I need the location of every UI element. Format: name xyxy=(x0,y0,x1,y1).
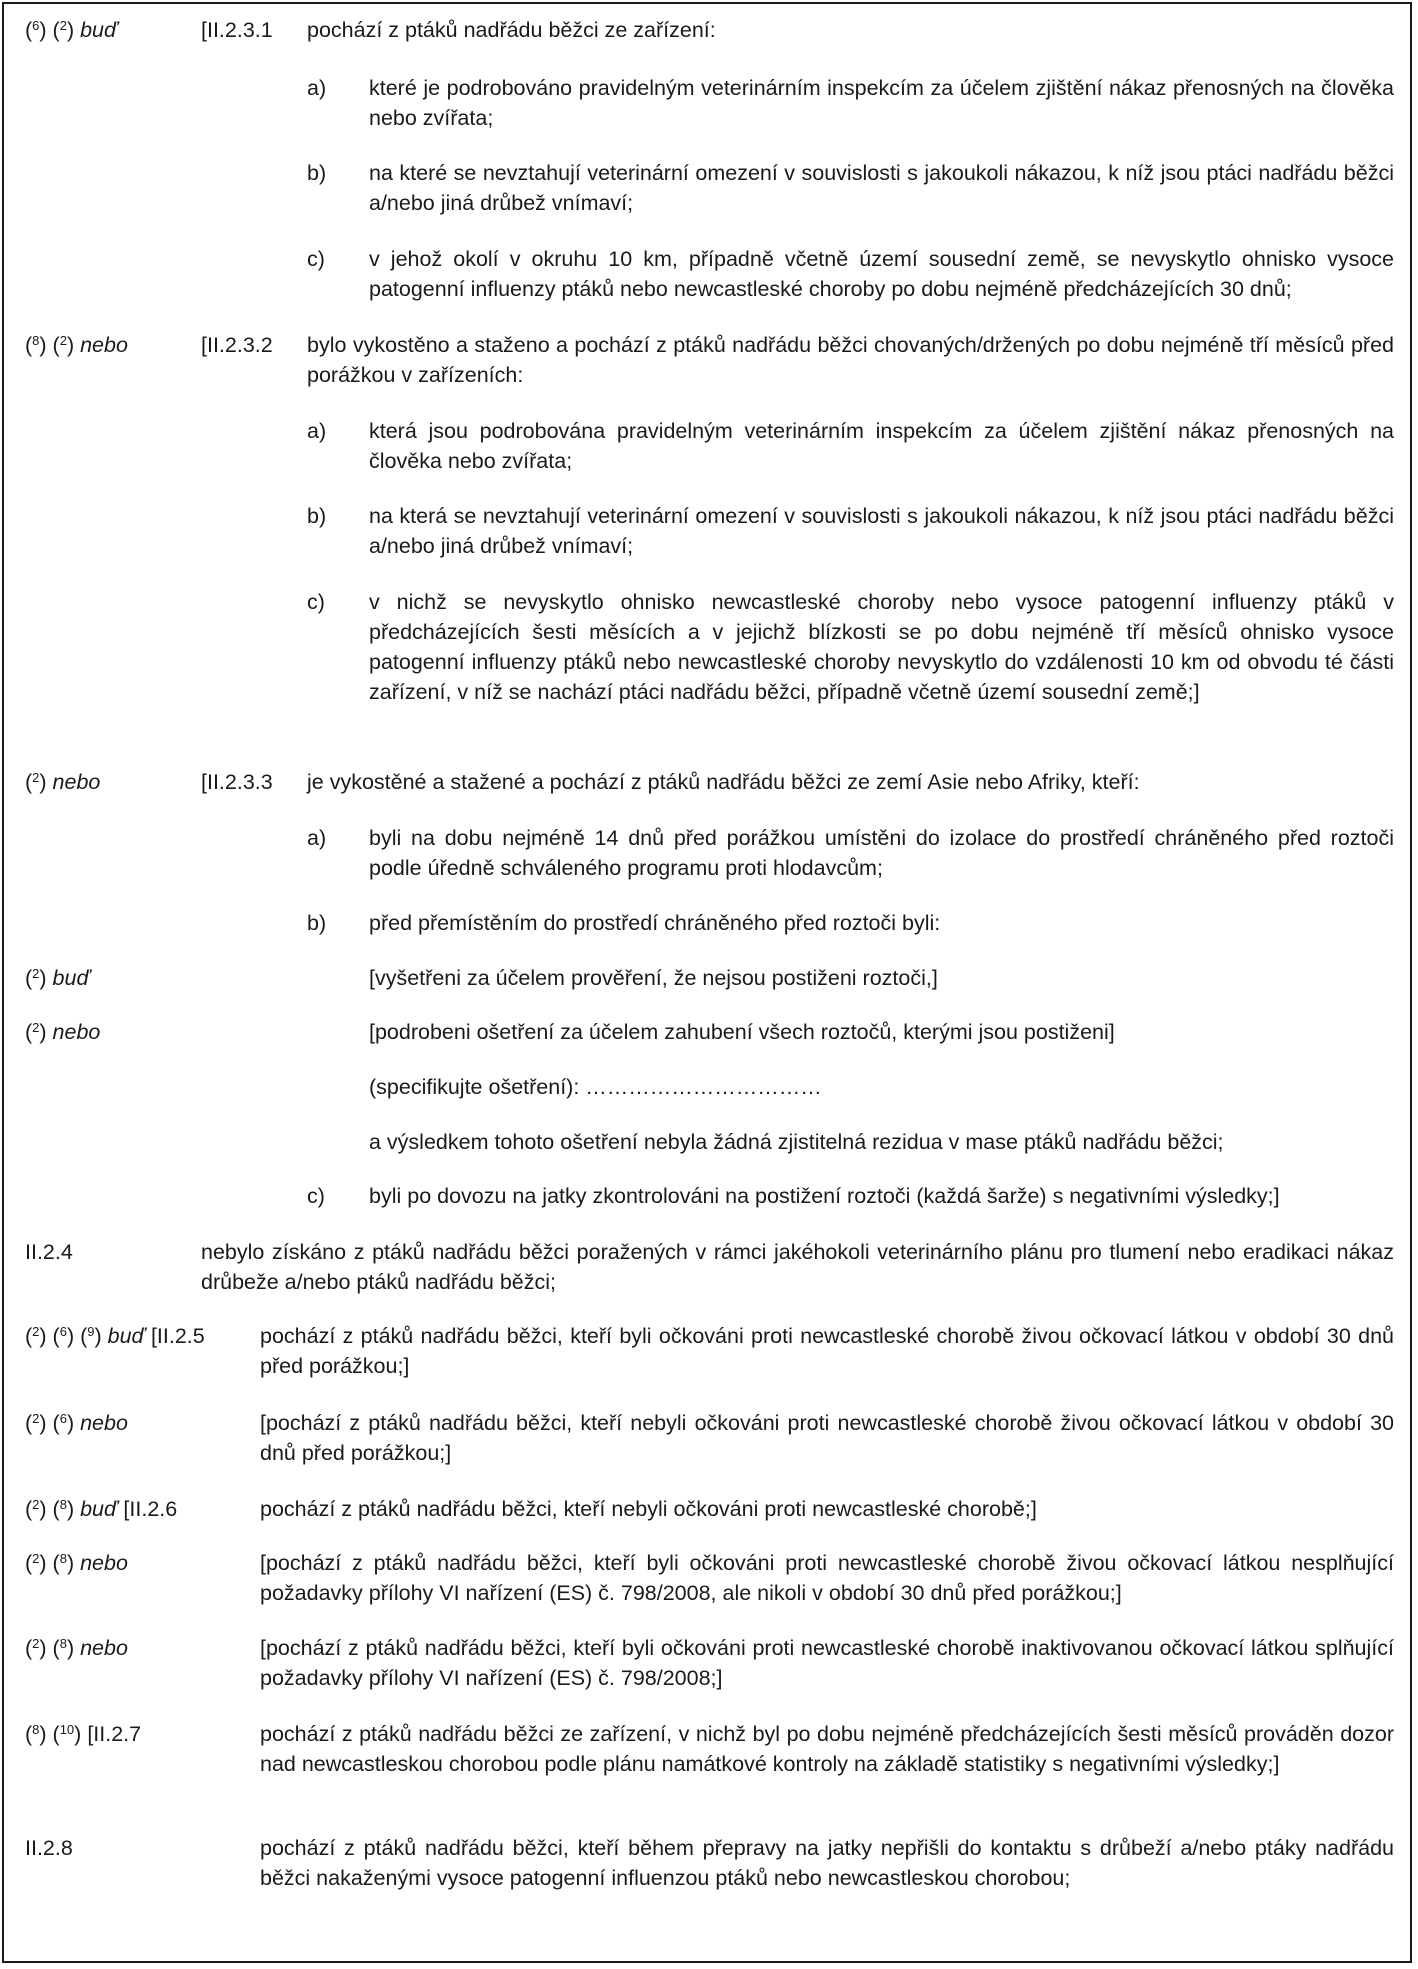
note-marks: ($^2$) buď xyxy=(25,966,90,990)
specify-treatment: (specifikujte ošetření): …………………………… xyxy=(369,1075,822,1099)
item-label: a) xyxy=(307,76,327,100)
note-marks: ($^2$) ($^8$) buď [II.2.6 xyxy=(25,1497,178,1521)
point-text: pochází z ptáků nadřádu běžci, kteří nebyli očkováni proti newcastleské chorobě;] xyxy=(260,1497,1037,1521)
footnote-number: 6 xyxy=(59,1411,67,1426)
choice-word: nebo xyxy=(80,1551,128,1575)
footnote-number: 10 xyxy=(59,1722,75,1737)
footnote-number: 8 xyxy=(59,1497,67,1512)
note-marks: ($^8$) ($^{10}$) [II.2.7 xyxy=(25,1722,142,1746)
footnote-number: 2 xyxy=(32,1636,40,1651)
point-text: je vykostěné a stažené a pochází z ptáků nadřádu běžci ze zemí Asie nebo Afriky, kteří: xyxy=(307,770,1140,794)
footnote-number: 2 xyxy=(32,1497,40,1512)
point-ref: [II.2.5 xyxy=(150,1324,205,1348)
item-text: byli na dobu nejméně 14 dnů před porážkou umístěni do izolace do prostředí chráněného před roztoči podle úředně schváleného programu proti hlodavcům; xyxy=(369,826,1394,880)
note-marks: ($^2$) nebo xyxy=(25,1020,101,1044)
item-label: c) xyxy=(307,247,325,271)
footnote-number: 9 xyxy=(87,1324,95,1339)
point-ref: II.2.4 xyxy=(25,1240,73,1264)
point-text: bylo vykostěno a staženo a pochází z ptáků nadřádu běžci chovaných/držených po dobu nejméně tří měsíců před porážkou v zařízeních: xyxy=(307,333,1394,387)
item-text: byli po dovozu na jatky zkontrolováni na postižení roztoči (každá šarže) s negativními výsledky;] xyxy=(369,1184,1280,1208)
option-text: [vyšetřeni za účelem prověření, že nejsou postiženi roztoči,] xyxy=(369,966,938,990)
footnote-number: 2 xyxy=(59,18,67,33)
point-ref: II.2.8 xyxy=(25,1836,73,1860)
footnote-number: 2 xyxy=(32,770,40,785)
footnote-number: 2 xyxy=(32,1551,40,1566)
item-text: které je podrobováno pravidelným veterinárním inspekcím za účelem zjištění nákaz přenosných na člověka nebo zvířata; xyxy=(369,76,1394,130)
point-text: pochází z ptáků nadřádu běžci, kteří byli očkováni proti newcastleské chorobě živou očkovací látkou v období 30 dnů před porážkou;] xyxy=(260,1324,1394,1378)
choice-word: nebo xyxy=(52,770,101,794)
item-label: b) xyxy=(307,504,327,528)
footnote-number: 2 xyxy=(32,966,40,981)
note-marks: ($^2$) ($^6$) ($^9$) buď [II.2.5 xyxy=(25,1324,205,1348)
item-text: na která se nevztahují veterinární omezení v souvislosti s jakoukoli nákazou, k níž jsou ptáci nadřádu běžci a/nebo jiná drůbež vnímaví; xyxy=(369,504,1394,558)
footnote-number: 2 xyxy=(32,1324,40,1339)
note-marks: ($^2$) ($^8$) nebo xyxy=(25,1636,128,1660)
point-text: pochází z ptáků nadřádu běžci, kteří během přepravy na jatky nepřišli do kontaktu s drůbeží a/nebo ptáky nadřádu běžci nakaženými vysoce patogenní influenzou ptáků nebo newcastleskou chorobou; xyxy=(260,1836,1394,1890)
note-marks: ($^2$) ($^8$) nebo xyxy=(25,1551,128,1575)
result-text: a výsledkem tohoto ošetření nebyla žádná zjistitelná rezidua v mase ptáků nadřádu běžci; xyxy=(369,1130,1224,1154)
point-text: [pochází z ptáků nadřádu běžci, kteří nebyli očkováni proti newcastleské chorobě živou očkovací látkou v období 30 dnů před porážkou;] xyxy=(260,1411,1394,1465)
item-text: v jehož okolí v okruhu 10 km, případně včetně území sousední země, se nevyskytlo ohnisko vysoce patogenní influenzy ptáků nebo newcastleské choroby po dobu nejméně předcházejících 30 dnů; xyxy=(369,247,1394,301)
item-text: která jsou podrobována pravidelným veterinárním inspekcím za účelem zjištění nákaz přenosných na člověka nebo zvířata; xyxy=(369,419,1394,473)
point-text: [pochází z ptáků nadřádu běžci, kteří byli očkováni proti newcastleské chorobě živou očkovací látkou nesplňující požadavky přílohy VI nařízení (ES) č. 798/2008, ale nikoli v období 30 dnů před porážkou;] xyxy=(260,1551,1394,1605)
footnote-number: 6 xyxy=(59,1324,67,1339)
item-label: a) xyxy=(307,826,327,850)
choice-word: nebo xyxy=(52,1020,101,1044)
note-marks: ($^8$) ($^2$) nebo xyxy=(25,333,128,357)
point-text: pochází z ptáků nadřádu běžci ze zařízení, v nichž byl po dobu nejméně předcházejících šesti měsíců prováděn dozor nad newcastleskou chorobou podle plánu namátkové kontroly na základě statistiky s negativními výsledky;] xyxy=(260,1722,1394,1776)
note-marks: ($^2$) nebo xyxy=(25,770,101,794)
point-ref: [II.2.3.2 xyxy=(201,333,273,357)
choice-word: buď xyxy=(80,18,118,42)
footnote-number: 8 xyxy=(59,1636,67,1651)
note-marks: ($^2$) ($^6$) nebo xyxy=(25,1411,128,1435)
item-label: b) xyxy=(307,161,327,185)
choice-word: nebo xyxy=(80,1636,128,1660)
item-label: a) xyxy=(307,419,327,443)
footnote-number: 8 xyxy=(32,1722,40,1737)
choice-word: buď xyxy=(80,1497,118,1521)
footnote-number: 6 xyxy=(32,18,40,33)
choice-word: nebo xyxy=(80,1411,128,1435)
item-label: c) xyxy=(307,1184,325,1208)
footnote-number: 8 xyxy=(32,333,40,348)
choice-word: buď xyxy=(107,1324,145,1348)
item-label: b) xyxy=(307,911,327,935)
footnote-number: 2 xyxy=(32,1411,40,1426)
option-text: [podrobeni ošetření za účelem zahubení všech roztočů, kterými jsou postiženi] xyxy=(369,1020,1115,1044)
item-label: c) xyxy=(307,590,325,614)
item-text: v nichž se nevyskytlo ohnisko newcastleské choroby nebo vysoce patogenní influenzy ptáků v předcházejících šesti měsících a v jejichž blízkosti se po dobu nejméně tří měsíců ohnisko vysoce patogenní influenzy ptáků nebo newcastleské choroby nevyskytlo do vzdálenosti 10 km od obvodu té části zařízení, v níž se nachází ptáci nadřádu běžci, případně včetně území sousední země;] xyxy=(369,590,1394,704)
note-marks: ($^6$) ($^2$) buď xyxy=(25,18,118,42)
point-ref: [II.2.6 xyxy=(123,1497,178,1521)
choice-word: nebo xyxy=(80,333,128,357)
choice-word: buď xyxy=(52,966,90,990)
point-text: pochází z ptáků nadřádu běžci ze zařízení: xyxy=(307,18,716,42)
footnote-number: 8 xyxy=(59,1551,67,1566)
point-ref: [II.2.3.1 xyxy=(201,18,273,42)
point-text: nebylo získáno z ptáků nadřádu běžci poražených v rámci jakéhokoli veterinárního plánu pro tlumení nebo eradikaci nákaz drůbeže a/nebo ptáků nadřádu běžci; xyxy=(201,1240,1394,1294)
item-text: před přemístěním do prostředí chráněného před roztoči byli: xyxy=(369,911,941,935)
footnote-number: 2 xyxy=(59,333,67,348)
footnote-number: 2 xyxy=(32,1020,40,1035)
point-ref: [II.2.3.3 xyxy=(201,770,273,794)
point-text: [pochází z ptáků nadřádu běžci, kteří byli očkováni proti newcastleské chorobě inaktivovanou očkovací látkou splňující požadavky přílohy VI nařízení (ES) č. 798/2008;] xyxy=(260,1636,1394,1690)
point-ref: [II.2.7 xyxy=(87,1722,142,1746)
item-text: na které se nevztahují veterinární omezení v souvislosti s jakoukoli nákazou, k níž jsou ptáci nadřádu běžci a/nebo jiná drůbež vnímaví; xyxy=(369,161,1394,215)
